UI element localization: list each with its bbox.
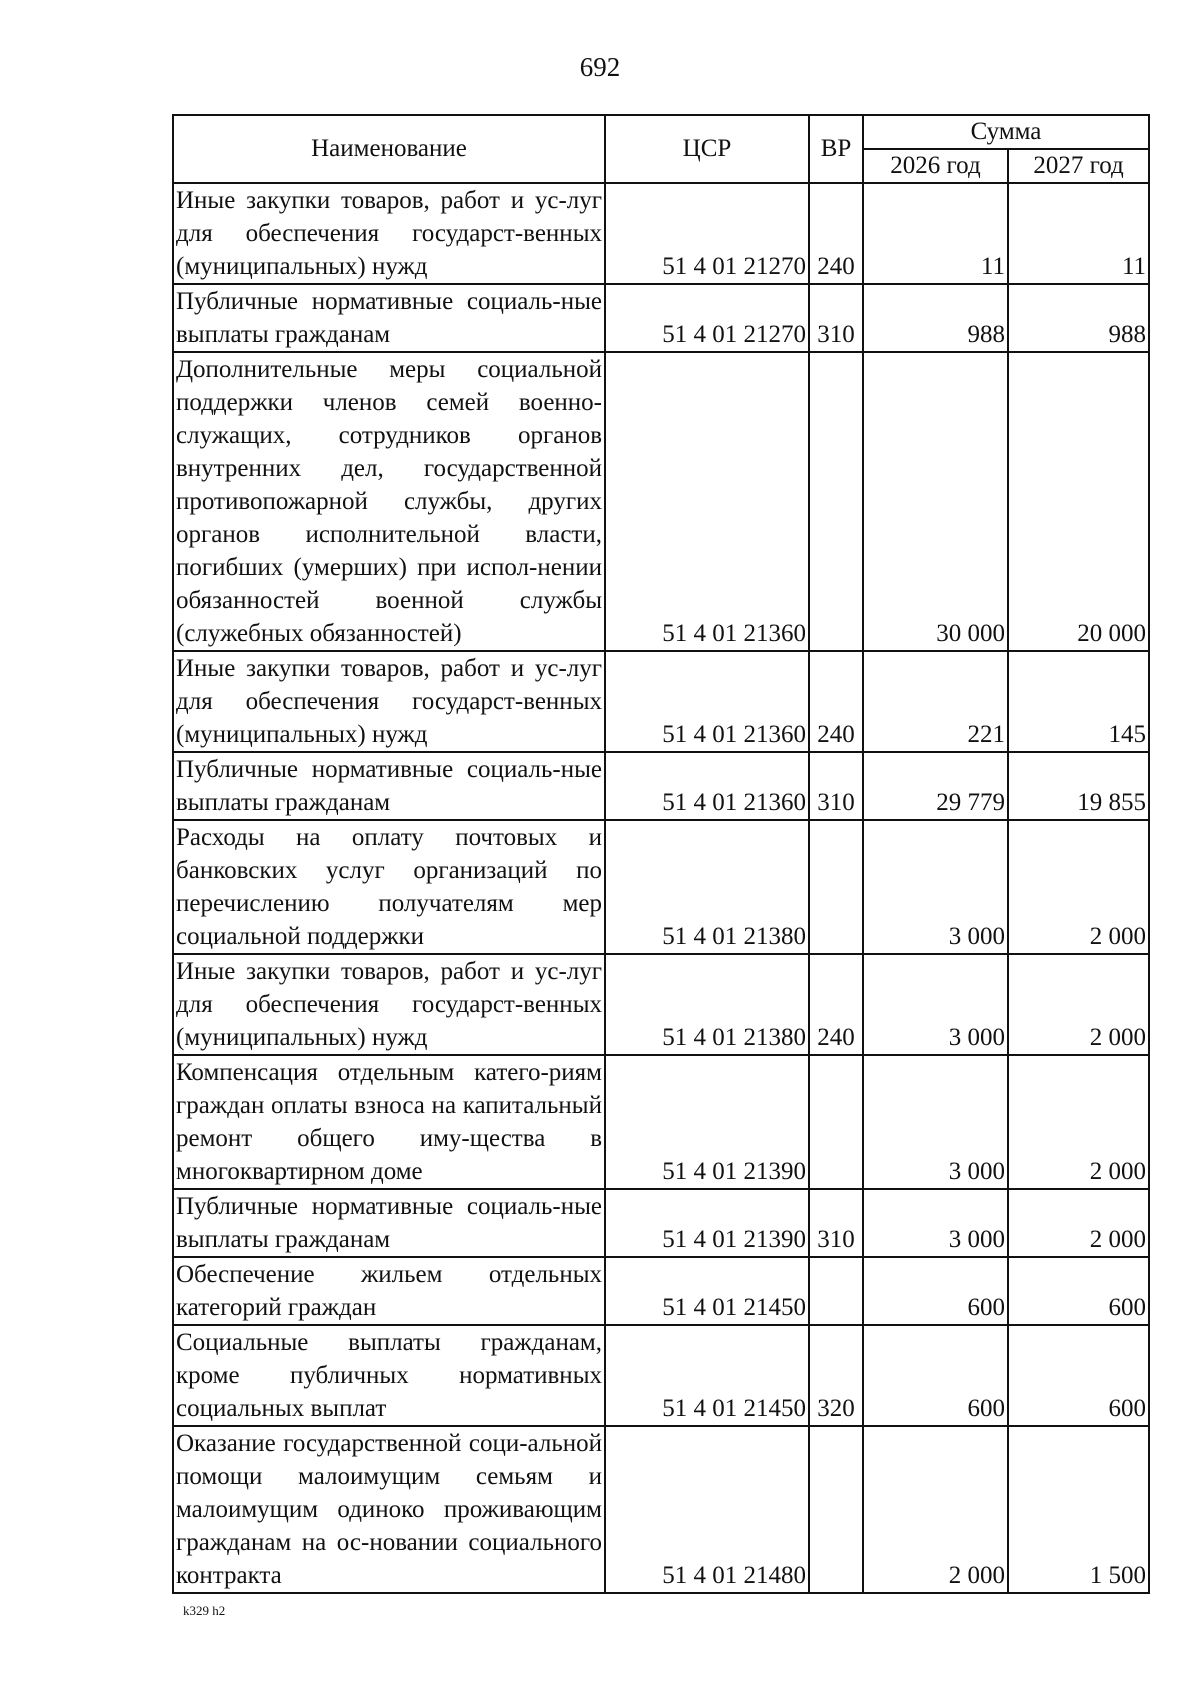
row-2026-cell: 600 xyxy=(863,1325,1008,1426)
header-csr: ЦСР xyxy=(605,115,809,183)
row-2026-cell: 29 779 xyxy=(863,752,1008,820)
table-row xyxy=(173,1189,1149,1257)
row-name-cell: Дополнительные меры социальной поддержки членов семей военно-служащих, сотрудников органов внутренних дел, государственной противопожарной службы, других органов исполнительной власти, погибших (умерших) при испол-нении обязанностей военной службы (служебных обязанностей) xyxy=(173,352,605,651)
row-2026-cell: 3 000 xyxy=(863,1189,1008,1257)
row-csr-cell: 51 4 01 21390 xyxy=(605,1055,809,1189)
row-csr-cell: 51 4 01 21380 xyxy=(605,820,809,954)
row-2026-cell: 3 000 xyxy=(863,820,1008,954)
table-row xyxy=(173,1055,1149,1189)
row-2026-cell: 2 000 xyxy=(863,1426,1008,1593)
row-vr-cell xyxy=(809,820,863,954)
row-vr-cell xyxy=(809,1426,863,1593)
row-csr-cell: 51 4 01 21360 xyxy=(605,352,809,651)
row-vr-cell: 240 xyxy=(809,183,863,284)
row-2027-cell: 19 855 xyxy=(1008,752,1149,820)
page-number: 692 xyxy=(579,52,621,82)
row-vr-cell: 310 xyxy=(809,284,863,352)
row-2026-cell: 11 xyxy=(863,183,1008,284)
row-vr-cell xyxy=(809,1257,863,1325)
row-vr-cell: 240 xyxy=(809,651,863,752)
row-name-cell: Публичные нормативные социаль-ные выплаты гражданам xyxy=(173,752,605,820)
header-name: Наименование xyxy=(173,115,605,183)
header-sum: Сумма xyxy=(863,115,1149,149)
row-2026-cell: 600 xyxy=(863,1257,1008,1325)
row-name-cell: Оказание государственной соци-альной помощи малоимущим семьям и малоимущим одиноко проживающим гражданам на ос-новании социального контракта xyxy=(173,1426,605,1593)
table-row xyxy=(173,183,1149,284)
row-name-cell: Обеспечение жильем отдельных категорий граждан xyxy=(173,1257,605,1325)
header-row xyxy=(173,115,1149,149)
table-row xyxy=(173,651,1149,752)
budget-table xyxy=(172,114,1150,1594)
row-csr-cell: 51 4 01 21390 xyxy=(605,1189,809,1257)
row-2027-cell: 2 000 xyxy=(1008,1189,1149,1257)
row-vr-cell: 320 xyxy=(809,1325,863,1426)
row-2026-cell: 988 xyxy=(863,284,1008,352)
row-name-cell: Иные закупки товаров, работ и ус-луг для обеспечения государст-венных (муниципальных) нужд xyxy=(173,651,605,752)
footer-code: k329 h2 xyxy=(183,1603,226,1618)
table-row xyxy=(173,752,1149,820)
table-body xyxy=(173,183,1149,1593)
row-name-cell: Иные закупки товаров, работ и ус-луг для обеспечения государст-венных (муниципальных) нужд xyxy=(173,183,605,284)
row-2027-cell: 11 xyxy=(1008,183,1149,284)
row-csr-cell: 51 4 01 21270 xyxy=(605,284,809,352)
row-2027-cell: 988 xyxy=(1008,284,1149,352)
row-2027-cell: 600 xyxy=(1008,1325,1149,1426)
header-year-2027: 2027 год xyxy=(1008,149,1149,183)
row-name-cell: Иные закупки товаров, работ и ус-луг для обеспечения государст-венных (муниципальных) нужд xyxy=(173,954,605,1055)
row-2026-cell: 221 xyxy=(863,651,1008,752)
row-vr-cell xyxy=(809,1055,863,1189)
row-2027-cell: 145 xyxy=(1008,651,1149,752)
row-csr-cell: 51 4 01 21360 xyxy=(605,752,809,820)
row-2026-cell: 3 000 xyxy=(863,1055,1008,1189)
row-2027-cell: 2 000 xyxy=(1008,954,1149,1055)
table-row xyxy=(173,1426,1149,1593)
row-name-cell: Публичные нормативные социаль-ные выплаты гражданам xyxy=(173,284,605,352)
row-name-cell: Публичные нормативные социаль-ные выплаты гражданам xyxy=(173,1189,605,1257)
row-csr-cell: 51 4 01 21450 xyxy=(605,1257,809,1325)
row-2027-cell: 2 000 xyxy=(1008,820,1149,954)
row-vr-cell: 240 xyxy=(809,954,863,1055)
row-csr-cell: 51 4 01 21450 xyxy=(605,1325,809,1426)
row-vr-cell xyxy=(809,352,863,651)
row-2027-cell: 20 000 xyxy=(1008,352,1149,651)
row-csr-cell: 51 4 01 21380 xyxy=(605,954,809,1055)
table-row xyxy=(173,352,1149,651)
table-row xyxy=(173,1257,1149,1325)
row-name-cell: Социальные выплаты гражданам, кроме публичных нормативных социальных выплат xyxy=(173,1325,605,1426)
header-year-2026: 2026 год xyxy=(863,149,1008,183)
table-row xyxy=(173,820,1149,954)
row-2027-cell: 600 xyxy=(1008,1257,1149,1325)
row-csr-cell: 51 4 01 21480 xyxy=(605,1426,809,1593)
table-row xyxy=(173,954,1149,1055)
row-2027-cell: 2 000 xyxy=(1008,1055,1149,1189)
row-name-cell: Компенсация отдельным катего-риям граждан оплаты взноса на капитальный ремонт общего иму-щества в многоквартирном доме xyxy=(173,1055,605,1189)
row-vr-cell: 310 xyxy=(809,752,863,820)
row-name-cell: Расходы на оплату почтовых и банковских услуг организаций по перечислению получателям мер социальной поддержки xyxy=(173,820,605,954)
row-2026-cell: 30 000 xyxy=(863,352,1008,651)
row-csr-cell: 51 4 01 21270 xyxy=(605,183,809,284)
row-csr-cell: 51 4 01 21360 xyxy=(605,651,809,752)
row-vr-cell: 310 xyxy=(809,1189,863,1257)
table-row xyxy=(173,1325,1149,1426)
row-2027-cell: 1 500 xyxy=(1008,1426,1149,1593)
table-row xyxy=(173,284,1149,352)
header-vr: ВР xyxy=(809,115,863,183)
row-2026-cell: 3 000 xyxy=(863,954,1008,1055)
